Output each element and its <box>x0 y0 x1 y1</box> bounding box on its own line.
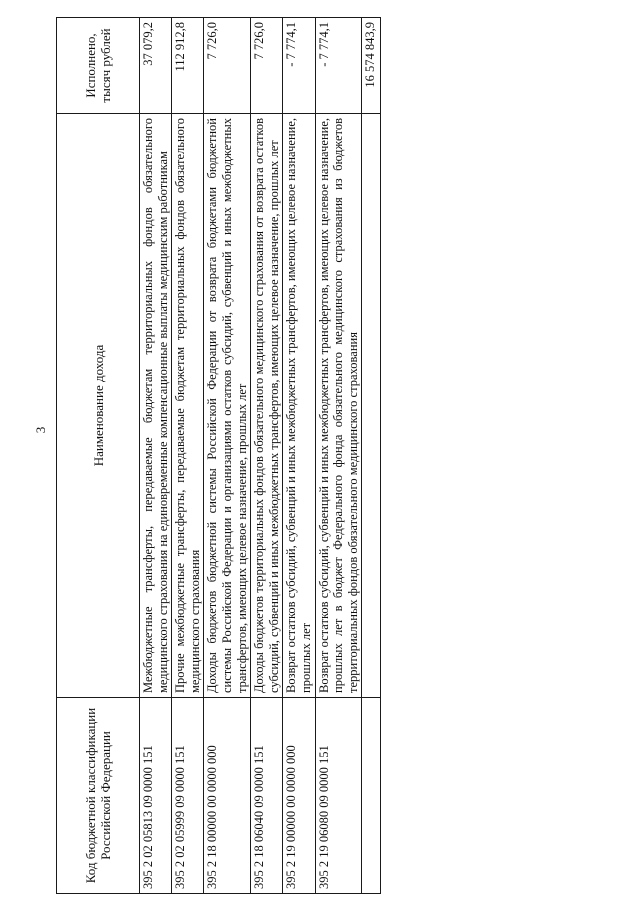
row-code: 395 2 18 00000 00 0000 000 <box>204 698 251 894</box>
table-row <box>251 18 283 894</box>
header-code: Код бюджетной классификации Российской Федерации <box>57 698 140 894</box>
row-amount: 112 912,8 <box>172 18 204 114</box>
row-code: 395 2 19 00000 00 0000 000 <box>283 698 315 894</box>
row-amount: - 7 774,1 <box>283 18 315 114</box>
table-row <box>172 18 204 894</box>
table-row <box>283 18 315 894</box>
row-amount: - 7 774,1 <box>315 18 362 114</box>
row-code: 395 2 19 06080 09 0000 151 <box>315 698 362 894</box>
row-amount: 7 726,0 <box>204 18 251 114</box>
header-name: Наименование дохода <box>57 114 140 698</box>
table-row <box>204 18 251 894</box>
page-number: 3 <box>33 426 48 434</box>
header-amount: Исполнено, тысяч рублей <box>57 18 140 114</box>
row-code: 395 2 18 06040 09 0000 151 <box>251 698 283 894</box>
rotated-table-frame <box>56 18 496 894</box>
total-row <box>362 18 381 894</box>
total-amount: 16 574 843,9 <box>362 18 381 114</box>
budget-revenue-table <box>56 17 381 894</box>
row-code: 395 2 02 05999 09 0000 151 <box>172 698 204 894</box>
row-name: Возврат остатков субсидий, субвенций и иных межбюджетных трансфертов, имеющих целевое назначение, прошлых лет в бюджет Федерального фонда обязательного медицинского страхования из бюджетов территориальных фондов обязательного медицинского страхования <box>315 114 362 698</box>
total-name <box>362 114 381 698</box>
row-name: Межбюджетные трансферты, передаваемые бюджетам территориальных фондов обязательного медицинского страхования на единовременные компенсационные выплаты медицинским работникам <box>140 114 172 698</box>
row-name: Прочие межбюджетные трансферты, передаваемые бюджетам территориальных фондов обязательного медицинского страхования <box>172 114 204 698</box>
row-name: Возврат остатков субсидий, субвенций и иных межбюджетных трансфертов, имеющих целевое назначение, прошлых лет <box>283 114 315 698</box>
table-row <box>140 18 172 894</box>
row-code: 395 2 02 05813 09 0000 151 <box>140 698 172 894</box>
total-code <box>362 698 381 894</box>
table-row <box>315 18 362 894</box>
table-header-row <box>57 18 140 894</box>
row-amount: 7 726,0 <box>251 18 283 114</box>
row-name: Доходы бюджетов территориальных фондов обязательного медицинского страхования от возврата остатков субсидий, субвенций и иных межбюджетных трансфертов, имеющих целевое назначение, прошлых лет <box>251 114 283 698</box>
row-amount: 37 079,2 <box>140 18 172 114</box>
row-name: Доходы бюджетов бюджетной системы Российской Федерации от возврата бюджетами бюджетной системы Российской Федерации и организациями остатков субсидий, субвенций и иных межбюджетных трансфертов, имеющих целевое назначение, прошлых лет <box>204 114 251 698</box>
